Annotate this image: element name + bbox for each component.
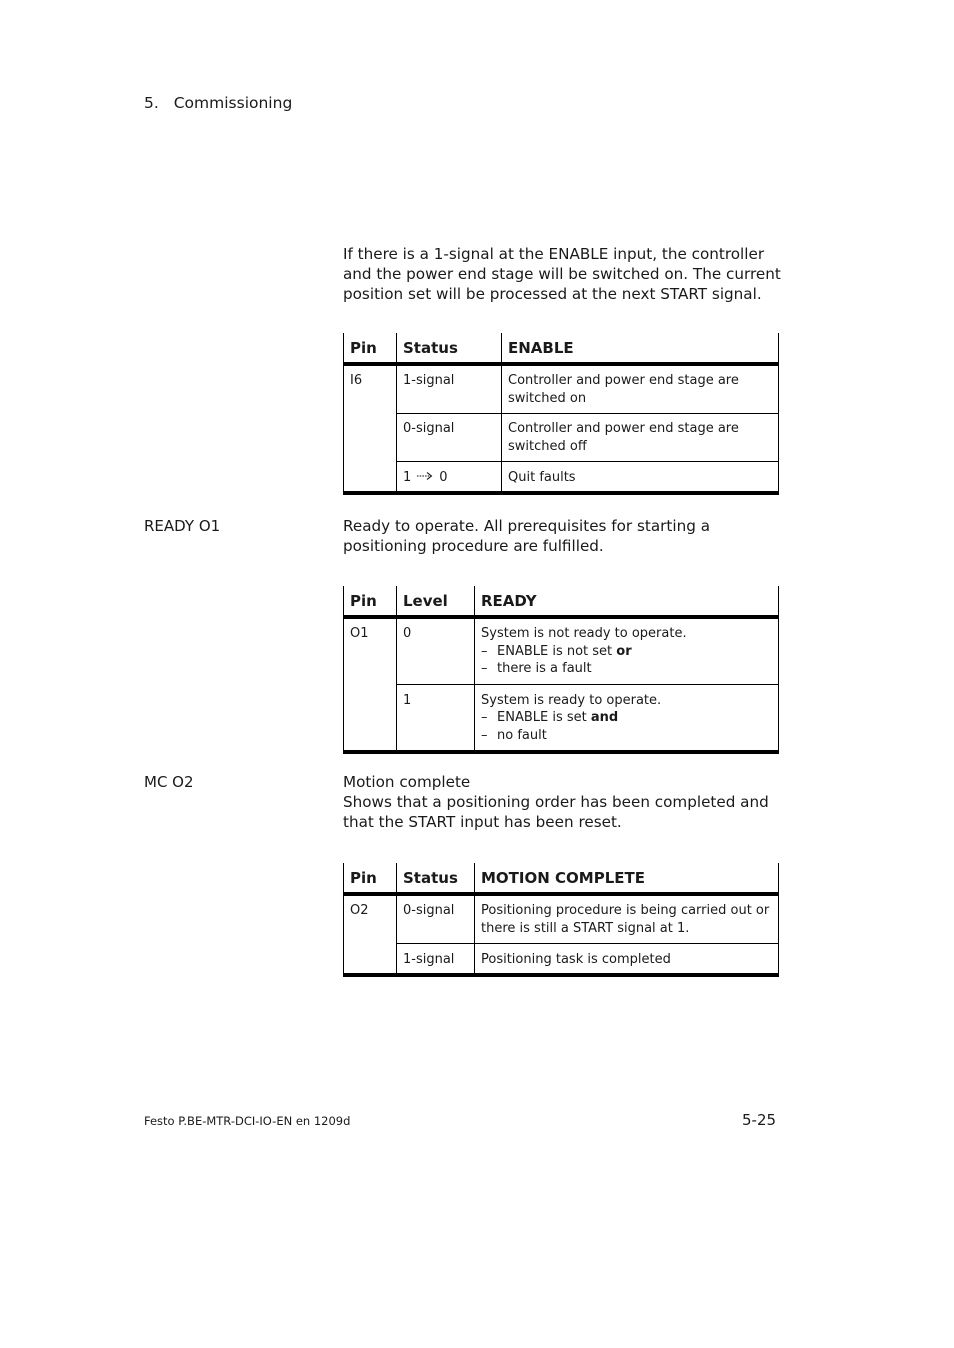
table-row: [344, 364, 779, 414]
dash: –: [481, 661, 488, 676]
enable-table: [343, 333, 779, 495]
description-cell: Positioning procedure is being carried out or there is still a START signal at 1.: [475, 894, 779, 944]
dash: –: [481, 727, 488, 743]
mc-table-header-motion-complete: MOTION COMPLETE: [475, 863, 779, 894]
list-item: [481, 643, 772, 661]
table-row: [344, 414, 779, 462]
list-item-text: no fault: [497, 727, 547, 743]
dotted-arrow-right-icon: [415, 469, 435, 487]
list-item: [481, 727, 772, 745]
mc-table: [343, 863, 779, 977]
description-cell: Controller and power end stage are switched on: [502, 364, 779, 414]
section-title: Commissioning: [173, 94, 293, 112]
ready-table: [343, 586, 779, 754]
section-number: 5.: [144, 94, 159, 112]
description-cell: [475, 684, 779, 752]
footer-page-number: 5-25: [742, 1111, 777, 1129]
ready-paragraph: Ready to operate. All prerequisites for starting a positioning procedure are fulfilled.: [343, 517, 710, 555]
level-cell: 0: [397, 617, 475, 684]
enable-table-header-pin: Pin: [344, 333, 397, 364]
ready-table-header-pin: Pin: [344, 586, 397, 617]
list-item-text: ENABLE is not set: [497, 643, 617, 659]
mc-label: MC O2: [144, 773, 194, 791]
status-cell: 1-signal: [397, 364, 502, 414]
level-cell: 1: [397, 684, 475, 752]
mc-text: [343, 772, 783, 832]
footer-document-id: Festo P.BE-MTR-DCI-IO-EN en 1209d: [144, 1114, 351, 1128]
table-row: [344, 462, 779, 493]
mc-table-header-status: Status: [397, 863, 475, 894]
status-to: 0: [439, 470, 448, 485]
enable-paragraph: If there is a 1-signal at the ENABLE input, the controller and the power end stage will be switched on. The current position set will be processed at the next START signal.: [343, 245, 781, 303]
mc-paragraph: Shows that a positioning order has been completed and that the START input has been reset.: [343, 793, 769, 831]
description-cell: Controller and power end stage are switched off: [502, 414, 779, 462]
list-item-bold: and: [590, 710, 619, 725]
status-cell: 1-signal: [397, 944, 475, 975]
list-item-text: there is a fault: [497, 661, 592, 676]
ready-table-header-level: Level: [397, 586, 475, 617]
ready-pin-cell: O1: [350, 626, 369, 641]
table-row: [344, 684, 779, 752]
enable-table-header-enable: ENABLE: [502, 333, 779, 364]
status-cell: 0-signal: [397, 894, 475, 944]
dash: –: [481, 643, 488, 659]
table-row: [344, 944, 779, 975]
ready-label: READY O1: [144, 517, 221, 535]
status-cell: 0-signal: [397, 414, 502, 462]
table-row: [344, 894, 779, 944]
description-cell: Positioning task is completed: [475, 944, 779, 975]
description-intro: System is not ready to operate.: [481, 626, 687, 641]
dash: –: [481, 710, 488, 725]
mc-table-header-pin: Pin: [344, 863, 397, 894]
ready-table-header-ready: READY: [475, 586, 779, 617]
list-item: [481, 660, 772, 678]
enable-table-header-status: Status: [397, 333, 502, 364]
status-from: 1: [403, 470, 412, 485]
list-item-bold: or: [616, 643, 632, 659]
page-header: [144, 94, 292, 112]
description-cell: [475, 617, 779, 684]
list-item: [481, 709, 772, 727]
description-intro: System is ready to operate.: [481, 692, 662, 708]
mc-pin-cell: O2: [350, 903, 369, 918]
mc-heading: Motion complete: [343, 773, 471, 791]
enable-pin-cell: I6: [350, 373, 363, 388]
status-cell: [397, 462, 502, 493]
description-cell: Quit faults: [502, 462, 779, 493]
list-item-text: ENABLE is set: [497, 710, 591, 725]
table-row: [344, 617, 779, 684]
